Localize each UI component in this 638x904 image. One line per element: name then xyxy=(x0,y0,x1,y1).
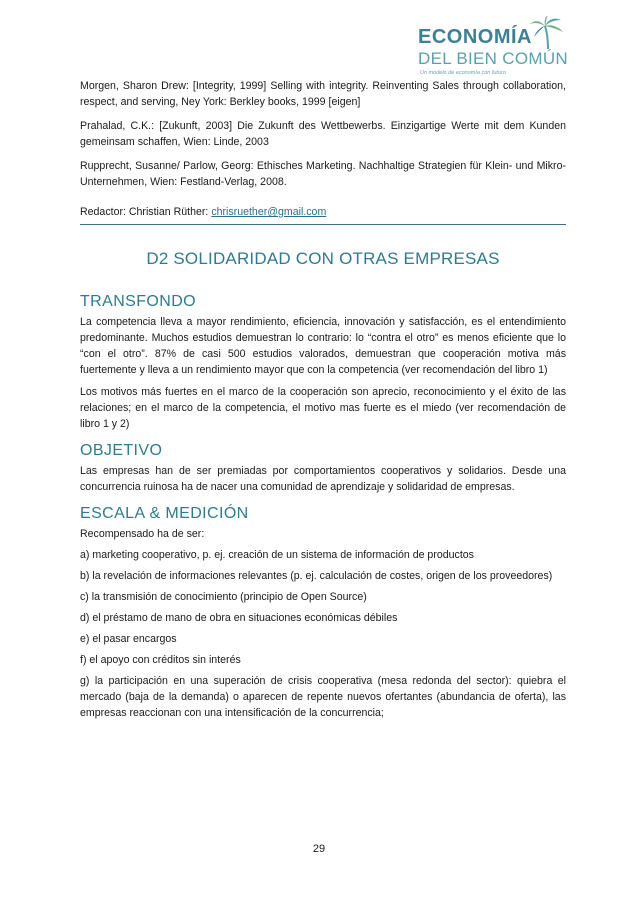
list-item: c) la transmisión de conocimiento (principio de Open Source) xyxy=(80,591,367,603)
list-item: d) el préstamo de mano de obra en situaciones económicas débiles xyxy=(80,612,398,624)
logo-tagline: Un modelo de economía con futuro xyxy=(420,70,506,76)
list-item: b) la revelación de informaciones relevantes (p. ej. calculación de costes, origen de los proveedores) xyxy=(80,570,553,582)
list-item: g) la participación en una superación de crisis cooperativa (mesa redonda del sector): quiebra el mercado (baja de la demanda) o aparecen de repente nuevos ofertantes (abundancia de oferta), las empresas reaccionan con una intensificación de la concurrencia; xyxy=(80,675,566,719)
palm-tree-icon xyxy=(528,16,568,50)
page-number: 29 xyxy=(312,843,326,855)
redactor-email-link[interactable]: chrisruether@gmail.com xyxy=(211,206,327,218)
objetivo-heading: OBJETIVO xyxy=(80,442,163,459)
reference-item: Rupprecht, Susanne/ Parlow, Georg: Ethisches Marketing. Nachhaltige Strategien für Klein- und Mikro-Unternehmen, Wien: Festland-Verlag, 2008. xyxy=(80,160,566,188)
redactor-label: Redactor: Christian Rüther: xyxy=(80,206,212,218)
escala-list xyxy=(80,526,566,721)
transfondo-heading: TRANSFONDO xyxy=(80,293,196,310)
transfondo-paragraph: La competencia lleva a mayor rendimiento, eficiencia, innovación y satisfacción, es el entendimiento predominante. Muchos estudios demuestran lo contrario: lo “contra el otro” es menos eficiente que lo “con el otro”. 87% de casi 500 estudios valorados, demuestran que cooperación motiva más fuertemente y lleva a un rendimiento mayor que con la competencia (ver recomendación del libro 1) xyxy=(80,316,566,376)
list-item: f) el apoyo con créditos sin interés xyxy=(80,654,241,666)
section-divider xyxy=(80,224,566,225)
logo-title-line2: DEL BIEN COMÚN xyxy=(418,49,568,68)
logo xyxy=(418,22,578,76)
redactor-line xyxy=(80,204,566,220)
list-item: a) marketing cooperativo, p. ej. creación de un sistema de información de productos xyxy=(80,549,474,561)
logo-title-line1: ECONOMÍA xyxy=(418,26,532,48)
escala-intro: Recompensado ha de ser: xyxy=(80,528,205,540)
references xyxy=(80,78,566,190)
escala-heading: ESCALA & MEDICIÓN xyxy=(80,505,249,522)
transfondo-paragraph: Los motivos más fuertes en el marco de la cooperación son aprecio, reconocimiento y el éxito de las relaciones; en el marco de la competencia, el motivo mas fuerte es el miedo (ver recomendación de libro 1 y 2) xyxy=(80,386,566,430)
section-title: D2 SOLIDARIDAD CON OTRAS EMPRESAS xyxy=(146,249,500,268)
reference-item: Morgen, Sharon Drew: [Integrity, 1999] Selling with integrity. Reinventing Sales through collaboration, respect, and serving, Ney York: Berkley books, 1999 [eigen] xyxy=(80,80,566,108)
page-content xyxy=(80,78,566,726)
objetivo-paragraph: Las empresas han de ser premiadas por comportamientos cooperativos y solidarios. Desde una concurrencia ruinosa ha de nacer una comunidad de aprendizaje y solidaridad de empresas. xyxy=(80,465,566,493)
list-item: e) el pasar encargos xyxy=(80,633,177,645)
reference-item: Prahalad, C.K.: [Zukunft, 2003] Die Zukunft des Wettbewerbs. Einzigartige Werte mit dem Kunden gemeinsam schaffen, Wien: Linde, 2003 xyxy=(80,120,566,148)
